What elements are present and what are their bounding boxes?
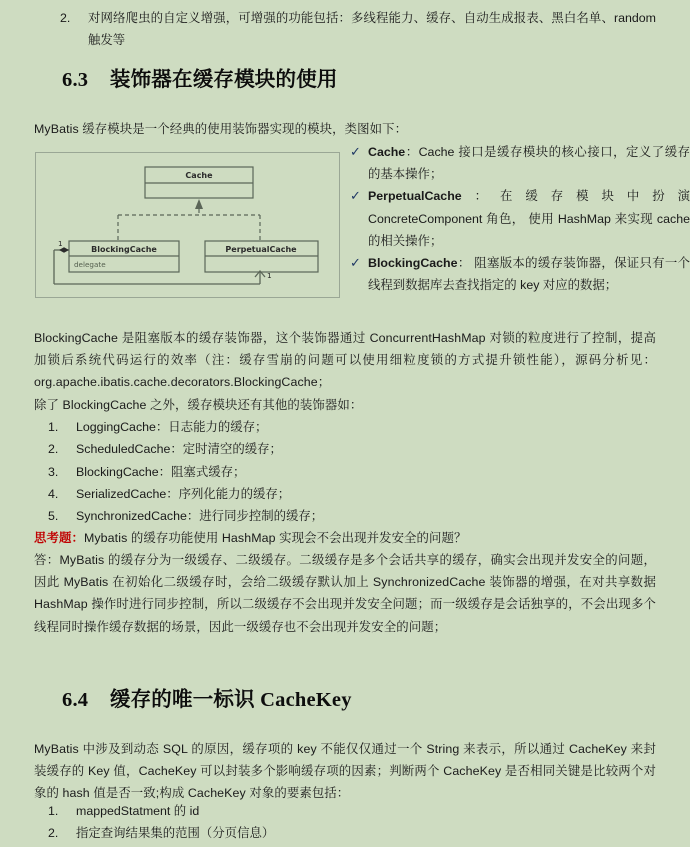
other-decorators-intro: 除了 BlockingCache 之外，缓存模块还有其他的装饰器如： <box>34 398 363 412</box>
list-item <box>350 141 690 185</box>
list-item-number: 4. <box>48 486 59 501</box>
list-item <box>350 185 690 252</box>
blockingcache-paragraph: BlockingCache 是阻塞版本的缓存装饰器，这个装饰器通过 ConcurrentHashMap 对锁的粒度进行了控制，提高加锁后系统代码运行的效率（注：缓存雪崩的问题可以使用细粒度锁的方式提升锁性能），源码分析见：org.apache.ibatis.cache.decorators.BlockingCache； <box>34 331 656 390</box>
list-item-text: BlockingCache：阻塞式缓存； <box>76 464 246 479</box>
heading-6-3-title: 装饰器在缓存模块的使用 <box>109 69 338 91</box>
cachekey-paragraph: MyBatis 中涉及到动态 SQL 的原因，缓存项的 key 不能仅仅通过一个 String 来表示，所以通过 CacheKey 来封装缓存的 Key 值，CacheKey 可以封装多个影响缓存项的因素；判断两个 CacheKey 是否相同关键是比较两个对象的 hash 值是否一致;构成 CacheKey 对象的要素包括： <box>34 742 656 801</box>
section-6-3-intro: MyBatis 缓存模块是一个经典的使用装饰器实现的模块，类图如下： <box>34 122 408 136</box>
list-item <box>34 416 534 438</box>
list-item-term: Cache <box>368 145 406 159</box>
heading-6-4 <box>62 682 352 712</box>
list-item-term: BlockingCache <box>368 256 458 271</box>
list-item-number: 1. <box>48 804 59 818</box>
heading-6-4-number: 6.4 <box>62 689 89 711</box>
list-item-text: SynchronizedCache：进行同步控制的缓存； <box>76 509 324 524</box>
uml-class-perpetualcache <box>205 241 318 272</box>
list-item <box>350 252 690 296</box>
list-item-number: 5. <box>48 509 59 524</box>
list-item <box>34 822 534 844</box>
svg-text:PerpetualCache: PerpetualCache <box>225 245 297 254</box>
check-icon: ✓ <box>350 255 361 271</box>
top-numbered-list <box>56 7 656 52</box>
cachekey-elements-list <box>34 800 534 845</box>
svg-text:1: 1 <box>267 271 272 280</box>
list-item-desc: ：Cache 接口是缓存模块的核心接口，定义了缓存的基本操作； <box>368 145 690 182</box>
list-item-text <box>368 185 690 252</box>
list-item <box>34 483 534 505</box>
thinking-answer-text: 答：MyBatis 的缓存分为一级缓存、二级缓存。二级缓存是多个会话共享的缓存，确实会出现并发安全的问题，因此 MyBatis 在初始化二级缓存时，会给二级缓存默认加上 SynchronizedCache 装饰器的增强，在对共享数据 HashMap 操作时进行同步控制，所以二级缓存不会出现并发安全问题；而一级缓存是会话独享的，不会出现多个线程同时操作缓存数据的场景，因此一级缓存也不会出现并发安全的问题； <box>34 553 656 634</box>
list-item-text: ScheduledCache：定时清空的缓存； <box>76 442 282 457</box>
cache-roles-checklist <box>350 141 690 296</box>
list-item <box>34 505 534 527</box>
check-icon: ✓ <box>350 188 361 204</box>
list-item-number: 1. <box>48 420 59 434</box>
list-item <box>56 7 656 52</box>
decorator-list <box>34 416 534 527</box>
uml-class-blockingcache <box>69 241 179 272</box>
list-item <box>34 438 534 460</box>
list-item-number: 2. <box>60 11 71 25</box>
list-item-number: 3. <box>48 464 59 479</box>
thinking-question-label: 思考题： <box>34 531 84 545</box>
cache-class-diagram-svg <box>36 153 339 297</box>
uml-realization-arrowheads <box>118 199 260 241</box>
list-item-text: 对网络爬虫的自定义增强，可增强的功能包括：多线程能力、缓存、自动生成报表、黑白名单、random 触发等 <box>88 11 656 48</box>
list-item <box>34 800 534 822</box>
list-item-number: 2. <box>48 442 59 457</box>
svg-text:1: 1 <box>58 239 63 248</box>
svg-text:BlockingCache: BlockingCache <box>91 245 157 254</box>
list-item-desc: ：在缓存模块中扮演 ConcreteComponent 角色， 使用 HashMap 来实现 cache 的相关操作； <box>368 189 690 248</box>
list-item-number: 2. <box>48 826 59 841</box>
svg-text:delegate: delegate <box>74 260 106 269</box>
svg-text:Cache: Cache <box>185 171 213 180</box>
list-item <box>34 461 534 483</box>
list-item-text <box>368 141 690 185</box>
list-item-text <box>368 252 690 296</box>
heading-6-4-title: 缓存的唯一标识 CacheKey <box>109 689 352 711</box>
list-item-text: 指定查询结果集的范围（分页信息） <box>76 826 275 841</box>
list-item-text: SerializedCache：序列化能力的缓存； <box>76 486 291 501</box>
list-item-text: LoggingCache：日志能力的缓存； <box>76 420 268 434</box>
list-item-desc: ： 阻塞版本的缓存装饰器，保证只有一个线程到数据库去查找指定的 key 对应的数据； <box>368 256 690 293</box>
thinking-question-text: Mybatis 的缓存功能使用 HashMap 实现会不会出现并发安全的问题？ <box>83 531 467 545</box>
uml-class-cache <box>145 167 253 198</box>
cache-class-diagram <box>35 152 340 298</box>
list-item-term: PerpetualCache <box>368 189 462 204</box>
thinking-question-line <box>34 527 656 549</box>
list-item-text: mappedStatment 的 id <box>76 804 200 818</box>
check-icon: ✓ <box>350 144 361 159</box>
heading-6-3-number: 6.3 <box>62 69 89 91</box>
heading-6-3 <box>62 62 338 92</box>
